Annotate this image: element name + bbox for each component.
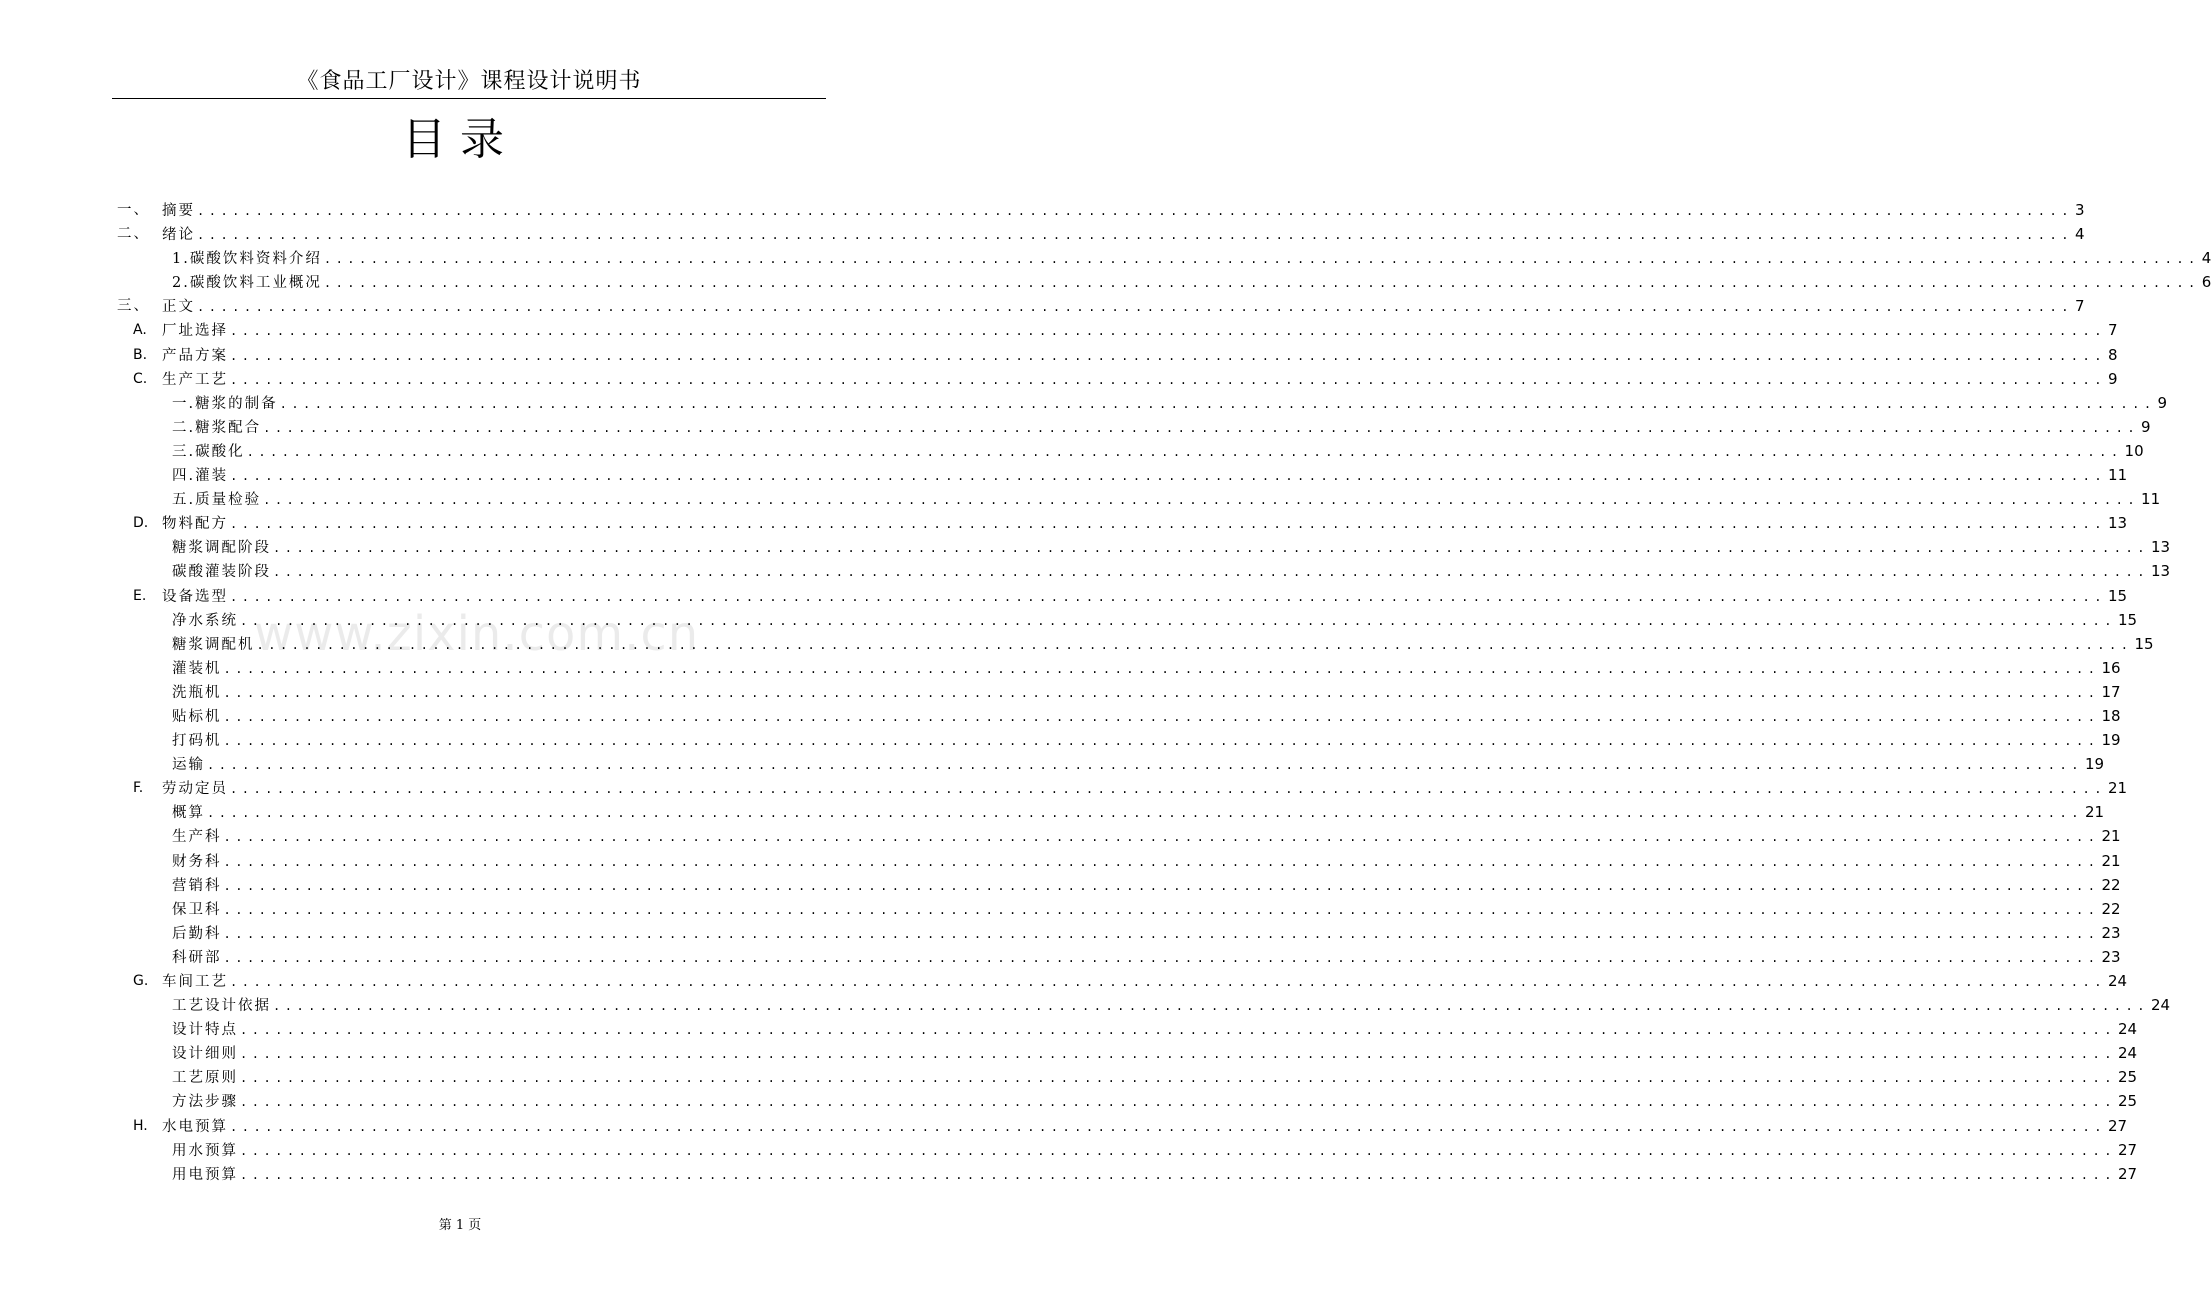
- toc-entry-page-number: 25: [2117, 1092, 2138, 1111]
- toc-entry-line: [172, 1065, 2138, 1090]
- dot-leader: ................................................................................................................................................................: [240, 1095, 2116, 1110]
- toc-entry-title: 用水预算: [172, 1142, 238, 1159]
- toc-entry-title: 净水系统: [172, 612, 238, 629]
- toc-entry-page-number: 15: [2117, 610, 2138, 629]
- toc-entry-line: [172, 752, 2105, 777]
- toc-entry-title: 产品方案: [162, 347, 228, 364]
- page-header: [112, 66, 826, 99]
- toc-entry-page-number: 7: [2107, 321, 2118, 340]
- dot-leader: ................................................................................................................................................................: [223, 950, 2100, 965]
- toc-entry[interactable]: [0, 535, 2171, 559]
- dot-leader: ................................................................................................................................................................: [273, 541, 2149, 556]
- dot-leader: ................................................................................................................................................................: [230, 517, 2106, 532]
- toc-entry-line: [172, 391, 2168, 416]
- toc-entry-title: 糖浆调配阶段: [172, 540, 271, 557]
- dot-leader: ................................................................................................................................................................: [240, 1047, 2116, 1062]
- dot-leader: ................................................................................................................................................................: [223, 878, 2100, 893]
- toc-entry[interactable]: [0, 1089, 2138, 1113]
- toc-entry-page-number: 24: [2117, 1044, 2138, 1063]
- dot-leader: ................................................................................................................................................................: [230, 589, 2106, 604]
- toc-entry-title: 一.糖浆的制备: [172, 395, 278, 412]
- toc-entry-line: [172, 270, 2211, 295]
- toc-entry[interactable]: [0, 1138, 2138, 1162]
- toc-entry-page-number: 10: [2124, 441, 2144, 460]
- toc-entry-number: G.: [133, 973, 149, 989]
- dot-leader: ................................................................................................................................................................: [240, 1143, 2116, 1158]
- toc-entry-page-number: 4: [2201, 249, 2211, 268]
- toc-entry-page-number: 21: [2101, 851, 2121, 870]
- dot-leader: ................................................................................................................................................................: [223, 830, 2100, 845]
- toc-entry-title: 三.碳酸化: [172, 443, 245, 460]
- toc-entry-line: [172, 415, 2151, 440]
- toc-entry-title: 洗瓶机: [172, 684, 222, 701]
- dot-leader: ................................................................................................................................................................: [230, 372, 2106, 387]
- toc-entry-page-number: 19: [2084, 755, 2105, 774]
- toc-entry-line: [172, 656, 2121, 681]
- dot-leader: ................................................................................................................................................................: [273, 999, 2149, 1014]
- toc-entry-line: [172, 728, 2121, 753]
- toc-entry[interactable]: [0, 1162, 2138, 1186]
- toc-entry-line: [162, 584, 2128, 609]
- toc-entry-page-number: 22: [2101, 875, 2121, 894]
- toc-entry[interactable]: [0, 343, 2118, 367]
- toc-entry-line: [172, 680, 2121, 705]
- dot-leader: ................................................................................................................................................................: [240, 613, 2116, 628]
- toc-entry[interactable]: [0, 511, 2128, 535]
- toc-entry[interactable]: [0, 993, 2171, 1017]
- toc-entry-title: 设计特点: [172, 1022, 238, 1039]
- toc-entry[interactable]: [0, 969, 2128, 993]
- toc-entry-line: [172, 632, 2154, 657]
- toc-entry-page-number: 6: [2201, 273, 2211, 292]
- toc-entry-title: 糖浆调配机: [172, 636, 255, 653]
- toc-entry-line: [162, 1114, 2128, 1139]
- toc-entry-title: 科研部: [172, 949, 222, 966]
- toc-entry-title: 灌装机: [172, 660, 222, 677]
- toc-entry[interactable]: [0, 1017, 2138, 1041]
- toc-entry-line: [172, 704, 2121, 729]
- toc-entry-line: [172, 535, 2171, 560]
- toc-entry-line: [162, 776, 2128, 801]
- toc-entry-number: D.: [133, 515, 149, 532]
- toc-entry-number: 一、: [117, 202, 150, 218]
- dot-leader: ................................................................................................................................................................: [240, 1071, 2116, 1086]
- dot-leader: ................................................................................................................................................................: [323, 252, 2200, 267]
- toc-entry-page-number: 21: [2107, 779, 2128, 798]
- toc-entry[interactable]: [0, 680, 2121, 704]
- dot-leader: ................................................................................................................................................................: [263, 420, 2140, 435]
- toc-entry-line: [162, 367, 2118, 392]
- toc-entry[interactable]: [0, 367, 2118, 391]
- toc-entry-title: 工艺设计依据: [172, 998, 271, 1015]
- toc-entry-title: 正文: [162, 299, 195, 316]
- toc-entry[interactable]: [0, 897, 2121, 921]
- dot-leader: ................................................................................................................................................................: [230, 1119, 2106, 1134]
- toc-entry[interactable]: [0, 415, 2151, 439]
- toc-entry-page-number: 15: [2134, 634, 2154, 653]
- dot-leader: ................................................................................................................................................................: [230, 782, 2106, 797]
- toc-entry-line: [162, 511, 2128, 536]
- toc-entry-title: 用电预算: [172, 1166, 238, 1183]
- toc-entry-page-number: 11: [2108, 466, 2128, 485]
- toc-entry-title: 保卫科: [172, 901, 222, 918]
- dot-leader: ................................................................................................................................................................: [223, 661, 2100, 676]
- toc-entry-number: E.: [133, 587, 147, 604]
- toc-entry-page-number: 8: [2107, 345, 2118, 364]
- toc-entry-page-number: 9: [2141, 417, 2151, 436]
- toc-entry[interactable]: [0, 704, 2121, 728]
- toc-entry[interactable]: [0, 463, 2128, 487]
- toc-entry-number: H.: [133, 1117, 148, 1134]
- toc-entry[interactable]: [0, 584, 2128, 608]
- toc-entry-line: [172, 608, 2138, 633]
- toc-entry[interactable]: [0, 559, 2171, 583]
- toc-entry-line: [162, 343, 2118, 368]
- toc-entry-line: [162, 294, 2085, 319]
- toc-entry-number: A.: [133, 322, 147, 339]
- toc-entry-title: 后勤科: [172, 925, 222, 942]
- toc-entry-page-number: 13: [2107, 514, 2128, 533]
- toc-entry-page-number: 23: [2101, 947, 2121, 966]
- toc-entry[interactable]: [0, 246, 2211, 270]
- toc-entry-title: 二.糖浆配合: [172, 419, 262, 436]
- toc-entry-page-number: 16: [2101, 658, 2121, 677]
- toc-entry-page-number: 17: [2101, 682, 2121, 701]
- toc-entry[interactable]: [0, 222, 2085, 246]
- page-footer: 第 1 页: [438, 1218, 482, 1233]
- toc-entry-title: 五.质量检验: [172, 492, 262, 509]
- dot-leader: ................................................................................................................................................................: [223, 734, 2100, 749]
- toc-entry[interactable]: [0, 318, 2118, 342]
- toc-entry-line: [172, 1162, 2138, 1187]
- toc-entry-line: [172, 921, 2121, 946]
- toc-entry-title: 劳动定员: [162, 781, 228, 798]
- dot-leader: ................................................................................................................................................................: [230, 975, 2106, 989]
- toc-entry-page-number: 9: [2107, 369, 2118, 388]
- toc-entry-page-number: 18: [2101, 706, 2121, 725]
- toc-entry-line: [172, 1041, 2138, 1066]
- toc-entry-line: [172, 439, 2144, 464]
- dot-leader: ................................................................................................................................................................: [223, 926, 2100, 941]
- toc-entry[interactable]: [0, 294, 2085, 318]
- toc-entry-title: 设计细则: [172, 1046, 238, 1063]
- toc-entry[interactable]: [0, 921, 2121, 945]
- toc-entry-line: [172, 945, 2121, 970]
- dot-leader: ................................................................................................................................................................: [230, 469, 2107, 484]
- toc-entry-title: 碳酸灌装阶段: [172, 564, 271, 581]
- toc-entry[interactable]: [0, 487, 2161, 511]
- toc-entry-page-number: 27: [2117, 1164, 2138, 1183]
- toc-entry-title: 打码机: [172, 733, 222, 750]
- dot-leader: ................................................................................................................................................................: [223, 709, 2100, 724]
- toc-entry-line: [172, 1017, 2138, 1042]
- toc-entry[interactable]: [0, 270, 2211, 294]
- watermark: www.zixin.com.cn: [254, 606, 700, 662]
- toc-entry-page-number: 24: [2117, 1020, 2138, 1039]
- toc-entry-title: 绪论: [162, 227, 195, 244]
- dot-leader: ................................................................................................................................................................: [230, 348, 2106, 363]
- dot-leader: ................................................................................................................................................................: [197, 204, 2073, 218]
- toc-entry-page-number: 13: [2150, 538, 2171, 557]
- toc-entry-title: 营销科: [172, 877, 222, 894]
- toc-entry-page-number: 22: [2101, 899, 2121, 918]
- toc-entry-title: 车间工艺: [162, 974, 228, 990]
- toc-entry[interactable]: [0, 656, 2121, 680]
- toc-entry-line: [162, 198, 2085, 223]
- toc-entry[interactable]: [0, 632, 2154, 656]
- toc-entry-page-number: 13: [2150, 562, 2171, 581]
- toc-entry-line: [172, 800, 2105, 825]
- toc-entry-title: 方法步骤: [172, 1094, 238, 1111]
- toc-entry-line: [172, 1089, 2138, 1114]
- toc-entry-line: [172, 824, 2121, 849]
- toc-entry[interactable]: [0, 849, 2121, 873]
- toc-entry[interactable]: [0, 752, 2105, 776]
- toc-entry-line: [172, 897, 2121, 922]
- dot-leader: ................................................................................................................................................................: [256, 637, 2133, 652]
- dot-leader: ................................................................................................................................................................: [223, 854, 2100, 869]
- toc-entry[interactable]: [0, 776, 2128, 800]
- toc-entry-number: 三、: [117, 298, 150, 315]
- toc-entry[interactable]: [0, 198, 2085, 222]
- toc-entry[interactable]: [0, 945, 2121, 969]
- toc-entry-line: [162, 969, 2128, 994]
- dot-leader: ................................................................................................................................................................: [246, 444, 2123, 459]
- dot-leader: ................................................................................................................................................................: [223, 685, 2100, 700]
- header-title: 《食品工厂设计》课程设计说明书: [296, 69, 642, 94]
- dot-leader: ................................................................................................................................................................: [273, 565, 2149, 580]
- dot-leader: ................................................................................................................................................................: [323, 276, 2200, 291]
- dot-leader: ................................................................................................................................................................: [240, 1023, 2116, 1038]
- toc-entry-page-number: 27: [2117, 1140, 2138, 1159]
- toc-entry-line: [172, 487, 2161, 512]
- toc-entry-page-number: 24: [2150, 996, 2171, 1015]
- dot-leader: ................................................................................................................................................................: [223, 902, 2100, 917]
- toc-entry-title: 厂址选择: [162, 323, 228, 340]
- toc-entry-title: 1.碳酸饮料资料介绍: [172, 251, 322, 268]
- toc-entry-title: 运输: [172, 757, 205, 774]
- toc-entry-line: [172, 1138, 2138, 1163]
- toc-entry-page-number: 15: [2107, 586, 2128, 605]
- toc-entry-number: B.: [133, 346, 148, 363]
- toc-entry-title: 概算: [172, 805, 205, 822]
- toc-entry-page-number: 25: [2117, 1068, 2138, 1087]
- toc-entry-page-number: 27: [2107, 1116, 2128, 1135]
- toc-entry-title: 四.灌装: [172, 468, 229, 485]
- toc-entry-title: 贴标机: [172, 708, 222, 725]
- toc-entry-title: 生产工艺: [162, 371, 228, 388]
- toc-entry-page-number: 3: [2074, 201, 2085, 219]
- toc-entry-line: [172, 873, 2121, 898]
- toc-entry[interactable]: [0, 873, 2121, 897]
- dot-leader: ................................................................................................................................................................: [197, 300, 2073, 315]
- toc-entry-page-number: 21: [2101, 827, 2121, 846]
- toc-entry[interactable]: [0, 608, 2138, 632]
- toc-entry[interactable]: [0, 1114, 2128, 1138]
- toc-entry-line: [172, 559, 2171, 584]
- toc-entry-page-number: 24: [2107, 972, 2128, 990]
- dot-leader: ................................................................................................................................................................: [197, 228, 2073, 243]
- toc-entry-title: 物料配方: [162, 516, 228, 533]
- toc-entry-page-number: 4: [2074, 225, 2085, 244]
- toc-entry-title: 财务科: [172, 853, 222, 870]
- toc-entry-page-number: 11: [2141, 490, 2161, 509]
- toc-entry-number: F.: [133, 780, 144, 797]
- toc-entry[interactable]: [0, 800, 2105, 824]
- toc-entry-page-number: 23: [2101, 923, 2121, 942]
- dot-leader: ................................................................................................................................................................: [279, 396, 2156, 411]
- dot-leader: ................................................................................................................................................................: [207, 758, 2083, 773]
- toc-entry-line: [172, 849, 2121, 874]
- toc-entry-page-number: 9: [2157, 393, 2168, 412]
- toc-entry-title: 设备选型: [162, 588, 228, 605]
- dot-leader: ................................................................................................................................................................: [207, 806, 2083, 821]
- toc-entry-title: 工艺原则: [172, 1070, 238, 1087]
- toc-entry[interactable]: [0, 439, 2144, 463]
- toc-entry-line: [172, 993, 2171, 1018]
- toc-entry[interactable]: [0, 824, 2121, 848]
- page-title: 目录: [402, 114, 518, 165]
- dot-leader: ................................................................................................................................................................: [230, 324, 2106, 339]
- toc-entry-page-number: 7: [2074, 297, 2085, 316]
- toc-entry-page-number: 19: [2101, 731, 2121, 750]
- toc-entry-title: 2.碳酸饮料工业概况: [172, 275, 322, 292]
- dot-leader: ................................................................................................................................................................: [240, 1167, 2116, 1182]
- dot-leader: ................................................................................................................................................................: [263, 493, 2140, 508]
- toc-entry-title: 生产科: [172, 829, 222, 846]
- toc-entry-line: [172, 463, 2128, 488]
- toc-entry[interactable]: [0, 1041, 2138, 1065]
- table-of-contents: [0, 198, 2211, 1186]
- toc-entry-line: [172, 246, 2211, 271]
- toc-entry-page-number: 21: [2084, 803, 2105, 822]
- toc-entry[interactable]: [0, 1065, 2138, 1089]
- toc-entry[interactable]: [0, 728, 2121, 752]
- toc-entry-line: [162, 222, 2085, 247]
- toc-entry-title: 摘要: [162, 203, 195, 219]
- toc-entry-number: C.: [133, 370, 148, 387]
- toc-entry-line: [162, 318, 2118, 343]
- toc-entry-number: 二、: [117, 226, 150, 243]
- toc-entry-title: 水电预算: [162, 1118, 228, 1135]
- toc-entry[interactable]: [0, 391, 2168, 415]
